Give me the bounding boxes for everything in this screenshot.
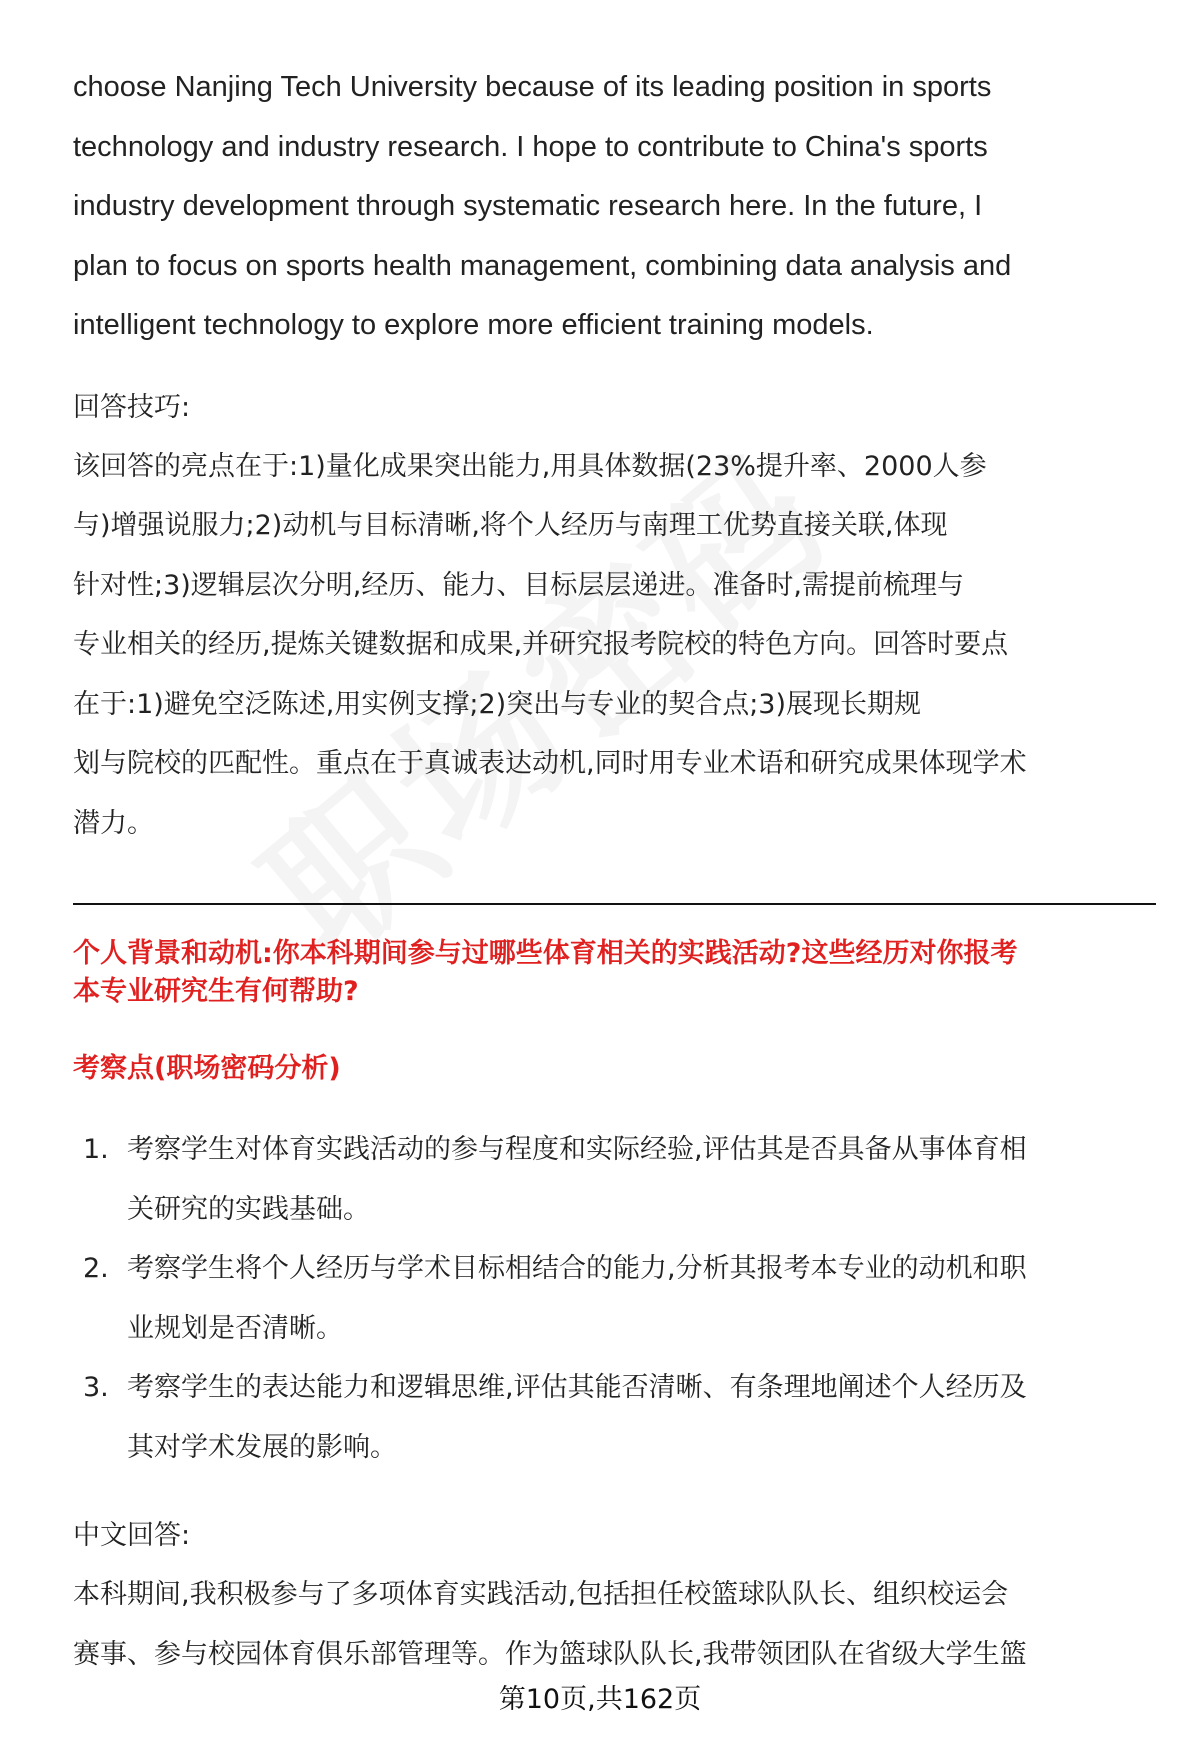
list-item-line: 考察学生对体育实践活动的参与程度和实际经验,评估其是否具备从事体育相 [127,1134,1027,1165]
chinese-answer-line: 赛事、参与校园体育俱乐部管理等。作为篮球队队长,我带领团队在省级大学生篮 [73,1638,1027,1670]
tips-line: 划与院校的匹配性。重点在于真诚表达动机,同时用专业术语和研究成果体现学术 [73,748,1027,779]
tips-line: 与)增强说服力;2)动机与目标清晰,将个人经历与南理工优势直接关联,体现 [73,510,948,541]
exam-points-title: 考察点(职场密码分析) [73,1053,341,1084]
chinese-answer-label: 中文回答: [73,1520,191,1551]
list-item-line: 考察学生将个人经历与学术目标相结合的能力,分析其报考本专业的动机和职 [127,1253,1027,1284]
page-number-footer: 第10页,共162页 [498,1684,702,1715]
intro-section [73,58,1153,853]
question-heading [73,935,1156,1011]
list-item-number: 1. [83,1134,109,1165]
list-item-line: 关研究的实践基础。 [127,1193,370,1225]
tips-line: 潜力。 [73,807,154,839]
intro-line: technology and industry research. I hope to contribute to China's sports [73,130,988,163]
intro-line: choose Nanjing Tech University because of its leading position in sports [73,71,992,103]
list-item [73,1239,1156,1358]
tips-line: 该回答的亮点在于:1)量化成果突出能力,用具体数据(23%提升率、2000人参 [73,450,987,482]
question-line: 本专业研究生有何帮助? [73,976,359,1007]
tips-line: 针对性;3)逻辑层次分明,经历、能力、目标层层递进。准备时,需提前梳理与 [73,569,964,601]
exam-points-list [73,1120,1156,1477]
list-item [73,1120,1156,1239]
chinese-answer-section [73,1506,1156,1684]
section-divider [73,903,1156,905]
list-item-line: 其对学术发展的影响。 [127,1431,397,1463]
list-item-line: 业规划是否清晰。 [127,1312,343,1344]
tips-label: 回答技巧: [73,391,191,423]
intro-line: industry development through systematic research here. In the future, I [73,190,983,222]
list-item-number: 2. [83,1253,109,1284]
question-line: 个人背景和动机:你本科期间参与过哪些体育相关的实践活动?这些经历对你报考 [73,938,1018,969]
intro-line: intelligent technology to explore more efficient training models. [73,309,874,341]
list-item-number: 3. [83,1372,109,1403]
chinese-answer-line: 本科期间,我积极参与了多项体育实践活动,包括担任校篮球队队长、组织校运会 [73,1579,1009,1610]
list-item-line: 考察学生的表达能力和逻辑思维,评估其能否清晰、有条理地阐述个人经历及 [127,1372,1027,1403]
tips-line: 在于:1)避免空泛陈述,用实例支撑;2)突出与专业的契合点;3)展现长期规 [73,688,922,720]
list-item [73,1358,1156,1477]
tips-line: 专业相关的经历,提炼关键数据和成果,并研究报考院校的特色方向。回答时要点 [73,629,1009,660]
intro-line: plan to focus on sports health management, combining data analysis and [73,249,1012,282]
